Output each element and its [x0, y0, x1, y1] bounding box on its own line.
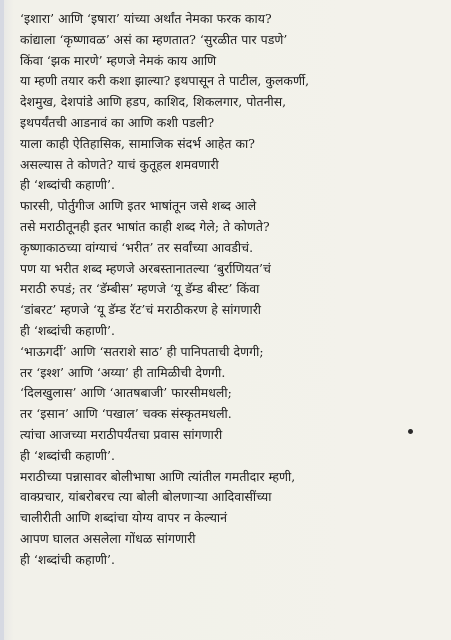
text-line-13: पण या भरीत शब्द म्हणजे अरबस्तानातल्या ‘बुर्राणियत’चं — [20, 260, 271, 276]
text-line-24: वाक्प्रचार, यांबरोबरच त्या बोली बोलणाऱ्या आदिवासींच्या — [20, 489, 272, 505]
text-line-12: कृष्णाकाठच्या वांग्याचं ‘भरीत’ तर सर्वांच्या आवडीचं. — [20, 239, 254, 255]
text-line-19: ‘दिलखुलास’ आणि ‘आतषबाजी’ फारसीमधली; — [20, 385, 232, 401]
text-line-26: आपण घालत असलेला गोंधळ सांगणारी — [20, 530, 196, 546]
text-line-1: ‘इशारा’ आणि ‘इषारा’ यांच्या अर्थांत नेमका फरक काय? — [20, 11, 272, 26]
text-line-25: चालीरीती आणि शब्दांचा योग्य वापर न केल्यानं — [20, 510, 228, 526]
text-line-2: कांद्याला ‘कृष्णावळ’ असं का म्हणतात? ‘सुरळीत पार पडणे’ — [20, 31, 288, 47]
text-line-22: ही ‘शब्दांची कहाणी’. — [20, 447, 116, 463]
text-line-23: मराठीच्या पन्नासावर बोलीभाषा आणि त्यांतील गमतीदार म्हणी, — [20, 468, 296, 484]
text-line-21: त्यांचा आजच्या मराठीपर्यंतचा प्रवास सांगणारी — [20, 426, 223, 442]
text-line-11: तसे मराठीतूनही इतर भाषांत काही शब्द गेले; ते कोणते? — [20, 218, 270, 234]
text-line-14: मराठी रुपडं; तर ‘डॅम्बीस’ म्हणजे ‘यू डॅम्ड बीस्ट’ किंवा — [20, 281, 260, 297]
text-line-7: याला काही ऐतिहासिक, सामाजिक संदर्भ आहेत का? — [20, 135, 255, 151]
text-line-8: असल्यास ते कोणते? याचं कुतूहल शमवणारी — [20, 156, 219, 172]
text-line-5: देशमुख, देशपांडे आणि हडप, काशिद, शिकलगार, पोतनीस, — [20, 94, 287, 110]
text-line-3: किंवा ‘झक मारणे’ म्हणजे नेमकं काय आणि — [20, 52, 217, 68]
blurb-text — [20, 9, 448, 571]
text-line-16: ही ‘शब्दांची कहाणी’. — [20, 322, 116, 338]
text-line-20: तर ‘इसान’ आणि ‘पखाल’ चक्क संस्कृतमधली. — [20, 406, 232, 422]
ink-speck — [408, 429, 413, 434]
text-line-10: फारसी, पोर्तुगीज आणि इतर भाषांतून जसे शब्द आले — [20, 198, 257, 214]
text-line-6: इथपर्यंतची आडनावं का आणि कशी पडली? — [20, 114, 215, 130]
text-line-15: ‘डांबरट’ म्हणजे ‘यू डॅम्ड रॅट’चं मराठीकरण हे सांगणारी — [20, 302, 262, 318]
text-line-27: ही ‘शब्दांची कहाणी’. — [20, 551, 116, 567]
text-line-4: या म्हणी तयार करी कशा झाल्या? इथपासून ते पाटील, कुलकर्णी, — [20, 73, 310, 89]
text-line-9: ही ‘शब्दांची कहाणी’. — [20, 177, 116, 193]
text-line-18: तर ‘इश्श’ आणि ‘अय्या’ ही तामिळीची देणगी. — [20, 364, 226, 380]
text-line-17: ‘भाऊगर्दी’ आणि ‘सतराशे साठ’ ही पानिपताची देणगी; — [20, 343, 264, 359]
